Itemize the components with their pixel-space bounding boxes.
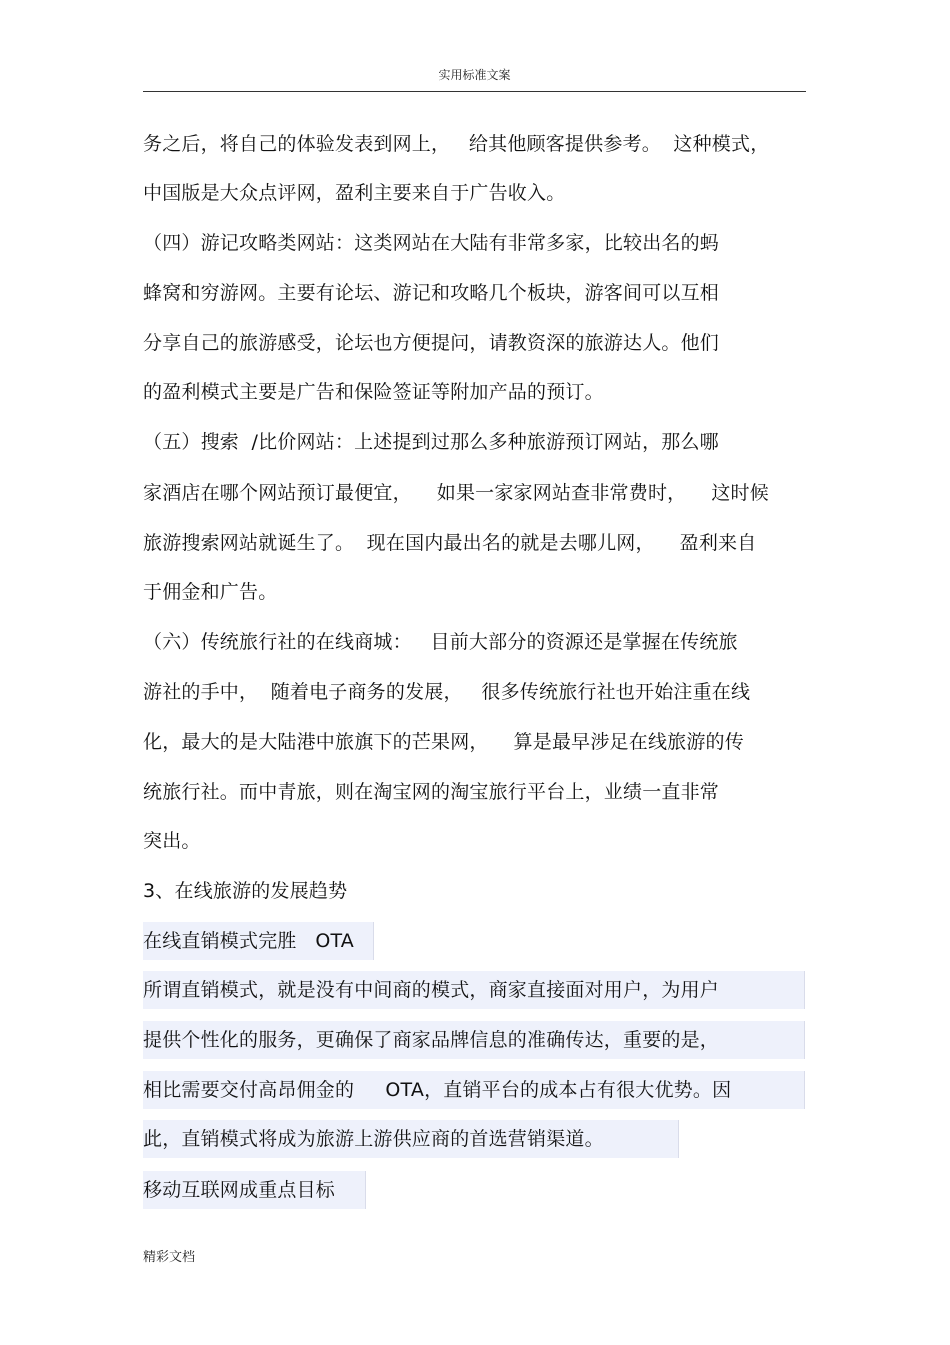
text-line: 分享自己的旅游感受，论坛也方便提问，请教资深的旅游达人。他们 xyxy=(143,332,720,354)
text-line: 于佣金和广告。 xyxy=(143,581,278,603)
highlighted-line: 提供个性化的服务，更确保了商家品牌信息的准确传达，重要的是， xyxy=(143,1021,805,1059)
text-line: 突出。 xyxy=(143,830,201,852)
text-line: 蜂窝和穷游网。主要有论坛、游记和攻略几个板块，游客间可以互相 xyxy=(143,282,720,304)
highlighted-line: 此，直销模式将成为旅游上游供应商的首选营销渠道。 xyxy=(143,1120,679,1158)
section-heading: 3、在线旅游的发展趋势 xyxy=(143,880,348,902)
text-line: 的盈利模式主要是广告和保险签证等附加产品的预订。 xyxy=(143,381,604,403)
highlighted-line: 所谓直销模式，就是没有中间商的模式，商家直接面对用户，为用户 xyxy=(143,971,805,1009)
page-header: 实用标准文案 xyxy=(438,68,511,82)
highlighted-line: 相比需要交付高昂佣金的 OTA，直销平台的成本占有很大优势。因 xyxy=(143,1071,805,1109)
text-line: 统旅行社。而中青旅，则在淘宝网的淘宝旅行平台上，业绩一直非常 xyxy=(143,781,720,803)
text-line: 中国版是大众点评网，盈利主要来自于广告收入。 xyxy=(143,182,566,204)
header-rule xyxy=(143,91,806,92)
text-line: 游社的手中， 随着电子商务的发展， 很多传统旅行社也开始注重在线 xyxy=(143,681,751,703)
text-line: 化，最大的是大陆港中旅旗下的芒果网， 算是最早涉足在线旅游的传 xyxy=(143,731,744,753)
text-line: （四）游记攻略类网站：这类网站在大陆有非常多家，比较出名的蚂 xyxy=(143,232,720,254)
text-line: 家酒店在哪个网站预订最便宜， 如果一家家网站查非常费时， 这时候 xyxy=(143,482,769,504)
subheading-mobile-internet: 移动互联网成重点目标 xyxy=(143,1171,366,1209)
text-line: 旅游搜索网站就诞生了。 现在国内最出名的就是去哪儿网， 盈利来自 xyxy=(143,532,757,554)
text-line: （五）搜索 /比价网站：上述提到过那么多种旅游预订网站，那么哪 xyxy=(143,431,719,453)
subheading-direct-sales: 在线直销模式完胜 OTA xyxy=(143,922,374,960)
text-line: （六）传统旅行社的在线商城： 目前大部分的资源还是掌握在传统旅 xyxy=(143,631,738,653)
text-line: 务之后，将自己的体验发表到网上， 给其他顾客提供参考。 这种模式， xyxy=(143,133,770,155)
page-footer: 精彩文档 xyxy=(143,1250,196,1265)
